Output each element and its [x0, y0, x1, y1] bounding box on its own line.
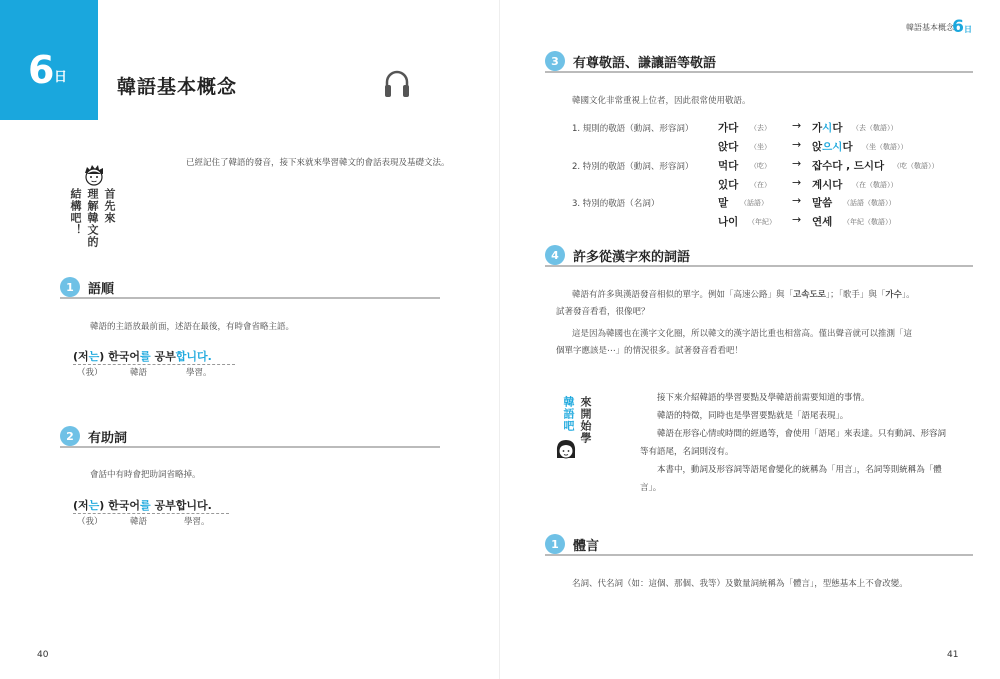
vertical-text-col1: 首先來: [103, 188, 116, 224]
section-rule: [545, 554, 973, 556]
section-text: 韓語的主語放最前面，述語在最後，有時會省略主語。: [90, 322, 295, 332]
note-line: 接下來介紹韓語的學習要點及學韓語前需要知道的事情。: [657, 393, 870, 403]
headphones-icon[interactable]: [383, 68, 411, 100]
section-text: 名詞、代名詞（如：這個、那個、我等）及數量詞統稱為「體言」，型態基本上不會改變。: [572, 579, 908, 589]
gloss-me: （我）: [77, 368, 103, 378]
paragraph-line: 這是因為韓國也在漢字文化圈，所以韓文的漢字語比重也相當高。僅出聲音就可以推測「這: [572, 329, 913, 339]
gloss-study: 學習。: [184, 517, 210, 527]
section-rule: [60, 446, 440, 448]
paragraph-line: 試著發音看看，很像吧？: [556, 307, 650, 317]
chapter-day: 日: [54, 70, 68, 85]
section-title: 許多從漢字來的詞語: [573, 249, 691, 265]
note-line: 韓語的特徵，同時也是學習要點就是「語尾表現」。: [657, 411, 849, 421]
note-line: 韓語在形容心情或時間的經過等，會使用「語尾」來表達。只有動詞、形容詞: [657, 429, 947, 439]
section-text: 會話中有時會把助詞省略掉。: [90, 470, 201, 480]
section-text: 韓國文化非常重視上位者，因此很常使用敬語。: [572, 96, 751, 106]
section-rule: [60, 297, 440, 299]
paragraph-line: 個單字應該是⋯」的情況很多。試著發音看看吧！: [556, 346, 744, 356]
section-rule: [545, 71, 973, 73]
arrow-icon: →: [792, 157, 802, 170]
section-badge: 3: [545, 51, 565, 71]
arrow-icon: →: [792, 194, 802, 207]
vertical-text-col2: 韓語吧: [562, 396, 575, 432]
gloss-korean: 韓語: [130, 517, 148, 527]
section-heading-honorifics: [545, 50, 716, 72]
section-heading-word-order: [60, 276, 114, 298]
girl-face-icon: [555, 438, 577, 462]
running-title: 韓語基本概念: [906, 23, 954, 32]
section-badge: 2: [60, 426, 80, 446]
arrow-icon: →: [792, 138, 802, 151]
vertical-text-col1: 來開始學: [579, 396, 592, 444]
note-line: 本書中，動詞及形容詞等語尾會變化的統稱為「用言」，名詞等則統稱為「體: [657, 465, 942, 475]
korean-example: (저는) 한국어를 공부합니다.: [73, 499, 212, 512]
section-badge: 1: [545, 534, 565, 554]
section-heading-nominals: [545, 533, 599, 555]
intro-text: 已經記住了韓語的發音，接下來就來學習韓文的會話表現及基礎文法。: [186, 158, 450, 168]
running-chapter: 6日: [952, 17, 972, 37]
gloss-me: （我）: [77, 517, 103, 527]
tab-scallop-edge: [92, 0, 102, 120]
page-number: 40: [37, 650, 49, 660]
section-title: 語順: [88, 281, 115, 297]
gloss-korean: 韓語: [130, 368, 148, 378]
boy-face-icon: [82, 163, 106, 187]
chapter-tab: [0, 0, 98, 120]
chapter-number: 6: [28, 48, 55, 92]
section-heading-particles: [60, 425, 127, 447]
section-title: 有尊敬語、謙讓語等敬語: [573, 55, 717, 71]
gloss-study: 學習。: [186, 368, 212, 378]
example-dash-line: [73, 513, 229, 514]
section-badge: 1: [60, 277, 80, 297]
section-rule: [545, 265, 973, 267]
vertical-text-col2: 理解韓文的: [86, 188, 99, 248]
korean-example: (저는) 한국어를 공부합니다.: [73, 350, 212, 363]
section-heading-sino-korean: [545, 244, 690, 266]
arrow-icon: →: [792, 213, 802, 226]
example-dash-line: [73, 364, 235, 365]
section-title: 體言: [573, 538, 600, 554]
note-line: 言」。: [640, 483, 662, 493]
arrow-icon: →: [792, 119, 802, 132]
vertical-text-col3: 結構吧！: [69, 188, 82, 236]
section-badge: 4: [545, 245, 565, 265]
page-number: 41: [947, 650, 959, 660]
note-line: 等有語尾，名詞則沒有。: [640, 447, 734, 457]
arrow-icon: →: [792, 176, 802, 189]
paragraph-line: 韓語有許多與漢語發音相似的單字。例如「高速公路」與「고속도로」；「歌手」與「가수」。: [572, 290, 915, 300]
chapter-title: 韓語基本概念: [117, 76, 238, 98]
section-title: 有助詞: [88, 430, 128, 446]
